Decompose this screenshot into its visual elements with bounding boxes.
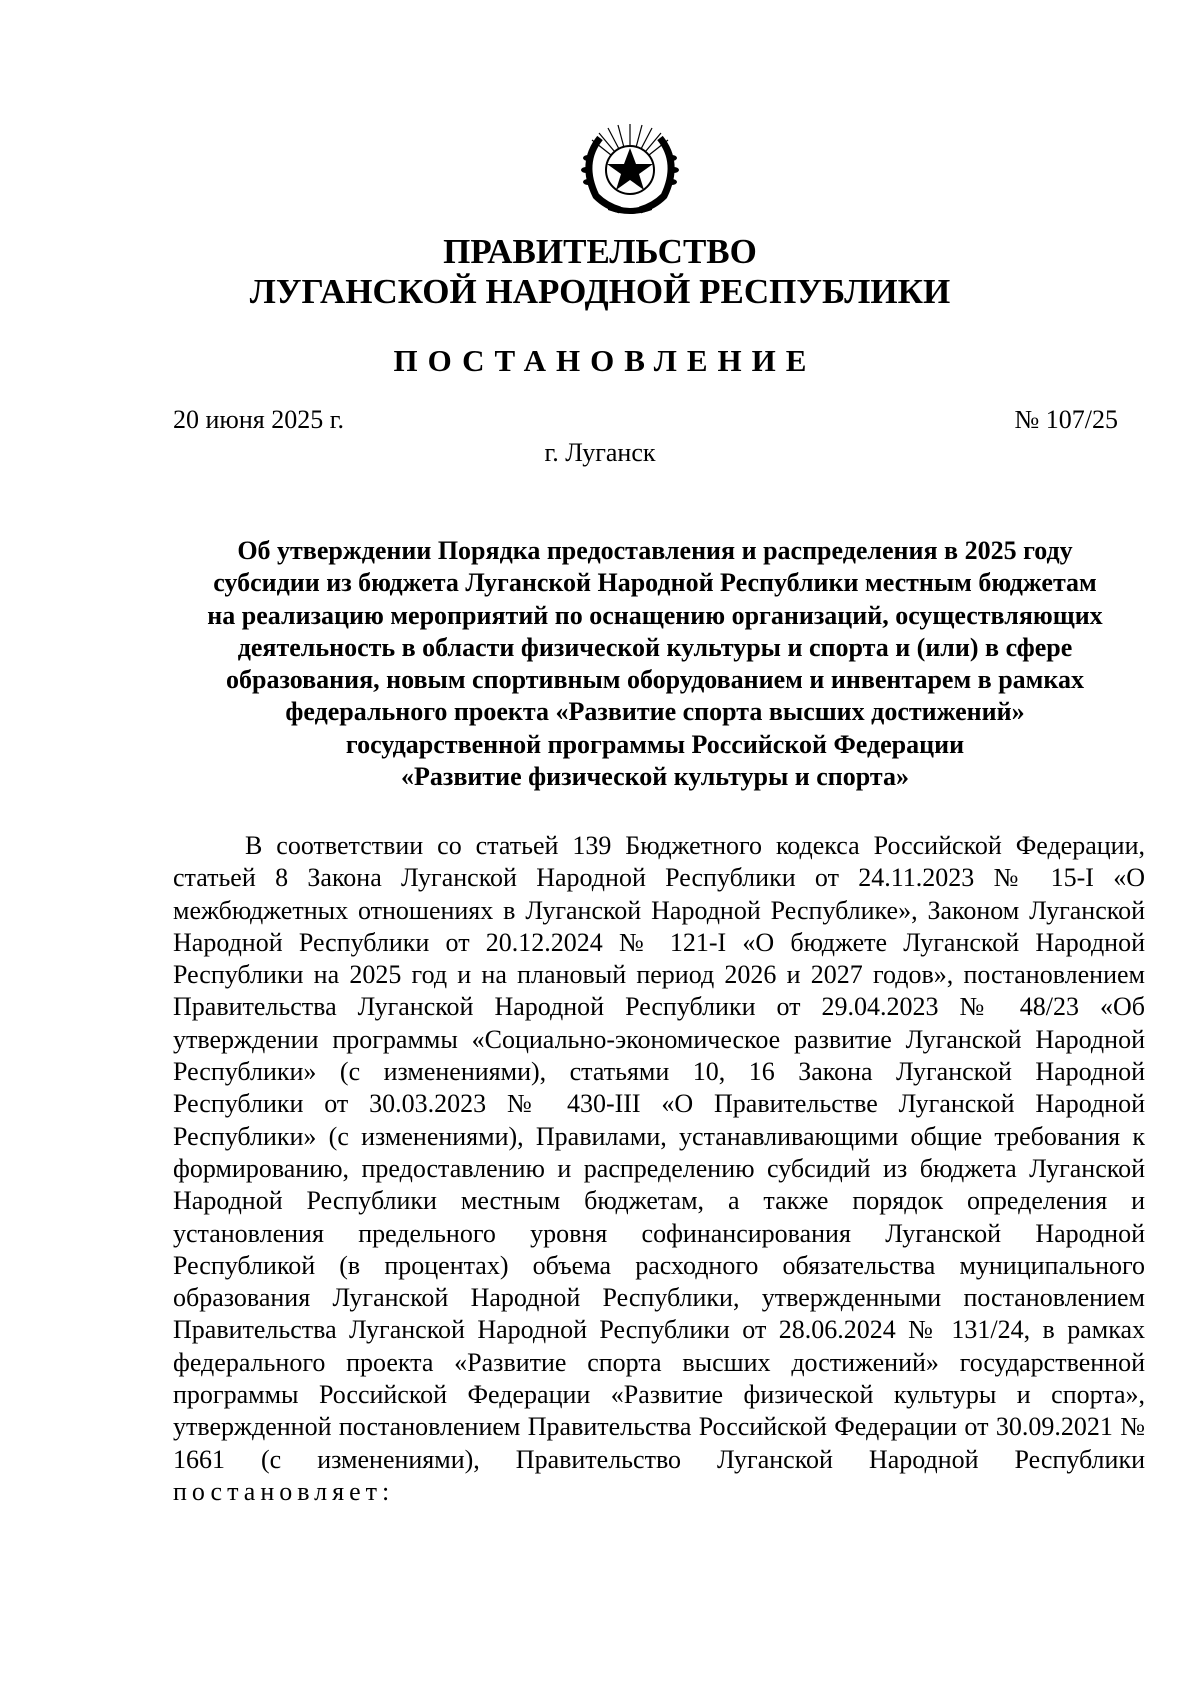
subject-line: деятельность в области физической культуры и спорта и (или) в сфере [237, 632, 1073, 662]
document-subject [160, 535, 1150, 793]
subject-line: на реализацию мероприятий по оснащению организаций, осуществляющих [207, 600, 1103, 630]
organization-title-line2: ЛУГАНСКОЙ НАРОДНОЙ РЕСПУБЛИКИ [249, 272, 951, 311]
organization-title [0, 232, 1200, 312]
lugansk-coat-of-arms-icon [570, 118, 690, 218]
subject-line: образования, новым спортивным оборудованием и инвентарем в рамках [226, 665, 1084, 695]
organization-title-line1: ПРАВИТЕЛЬСТВО [443, 232, 757, 271]
document-date: 20 июня 2025 г. [173, 405, 344, 434]
decree-word: постановляет: [173, 1476, 395, 1506]
subject-line: субсидии из бюджета Луганской Народной Республики местным бюджетам [213, 568, 1097, 598]
subject-line: федерального проекта «Развитие спорта высших достижений» [285, 697, 1025, 727]
document-number: № 107/25 [1014, 405, 1118, 434]
subject-line: «Развитие физической культуры и спорта» [401, 762, 909, 792]
document-type: ПОСТАНОВЛЕНИЕ [393, 343, 817, 378]
document-city: г. Луганск [544, 438, 656, 467]
subject-line: Об утверждении Порядка предоставления и распределения в 2025 году [237, 536, 1073, 565]
body-paragraph-text: В соответствии со статьей 139 Бюджетного кодекса Российской Федерации, статьей 8 Закона Луганской Народной Республики от 24.11.2023 № 15-I «О межбюджетных отношениях в Луганской Народной Республике», Законом Луганской Народной Республики от 20.12.2024 № 121-I «О бюджете Луганской Народной Республики на 2025 год и на плановый период 2026 и 2027 годов», постановлением Правительства Луганской Народной Республики от 29.04.2023 № 48/23 «Об утверждении программы «Социально-экономическое развитие Луганской Народной Республики» (с изменениями), статьями 10, 16 Закона Луганской Народной Республики от 30.03.2023 № 430-III «О Правительстве Луганской Народной Республики» (с изменениями), Правилами, устанавливающими общие требования к формированию, предоставлению и распределению субсидий из бюджета Луганской Народной Республики местным бюджетам, а также порядок определения и установления предельного уровня софинансирования Луганской Народной Республикой (в процентах) объема расходного обязательства муниципального образования Луганской Народной Республики, утвержденными постановлением Правительства Луганской Народной Республики от 28.06.2024 № 131/24, в рамках федерального проекта «Развитие спорта высших достижений» государственной программы Российской Федерации «Развитие физической культуры и спорта», утвержденной постановлением Правительства Российской Федерации от 30.09.2021 № 1661 (с изменениями), Правительство Луганской Народной Республики [173, 831, 1145, 1474]
subject-line: государственной программы Российской Федерации [345, 729, 965, 759]
body-paragraph [173, 830, 1145, 1508]
